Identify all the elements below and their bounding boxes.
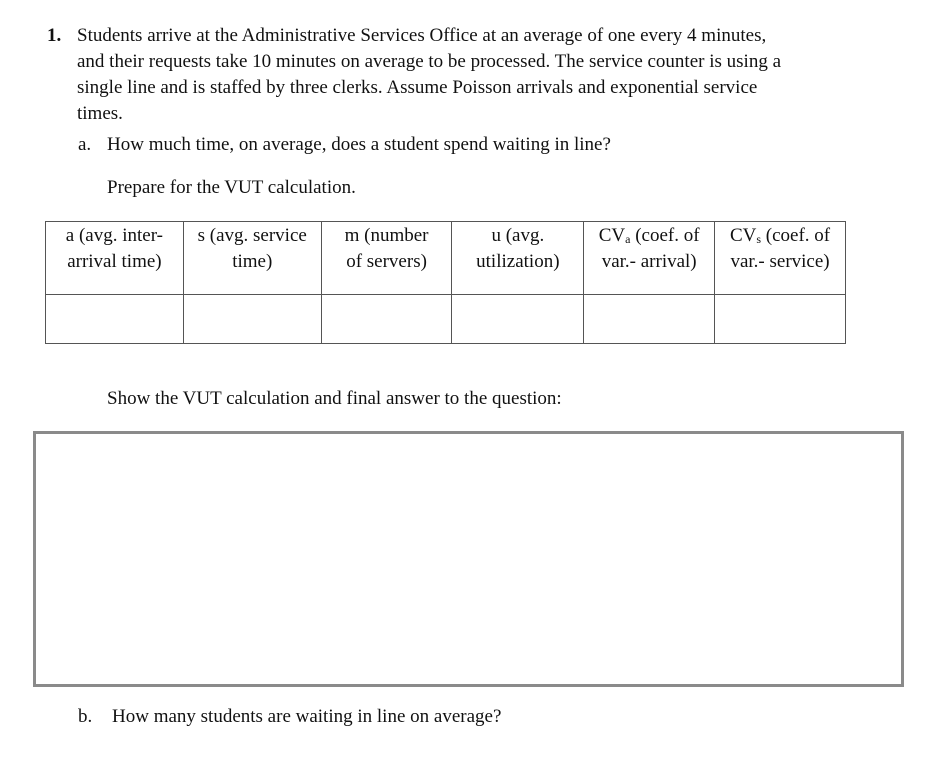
input-cell-s[interactable] (183, 295, 321, 344)
header-interarrival-time: a (avg. inter- arrival time) (46, 222, 184, 295)
question-line: Students arrive at the Administrative Services Office at an average of one every 4 minutes, (77, 25, 767, 46)
answer-box[interactable] (33, 431, 904, 687)
input-cell-m[interactable] (321, 295, 452, 344)
prepare-instruction: Prepare for the VUT calculation. (107, 177, 356, 198)
show-calculation-instruction: Show the VUT calculation and final answer to the question: (107, 388, 562, 409)
input-cell-a[interactable] (46, 295, 184, 344)
header-number-of-servers: m (number of servers) (321, 222, 452, 295)
input-cell-u[interactable] (452, 295, 584, 344)
input-cell-cva[interactable] (584, 295, 715, 344)
part-a-letter: a. (78, 134, 92, 155)
header-service-time: s (avg. service time) (183, 222, 321, 295)
question-line: times. (77, 103, 123, 124)
header-cv-service: $CV_s$ (coef. of var.- service) (715, 222, 846, 295)
question-line: single line and is staffed by three clerks. Assume Poisson arrivals and exponential service (77, 77, 758, 98)
part-b-question: How many students are waiting in line on average? (112, 706, 502, 727)
part-a-question: How much time, on average, does a student spend waiting in line? (107, 134, 611, 155)
vut-input-table (45, 221, 846, 344)
question-text (77, 23, 857, 127)
question-number: 1. (47, 25, 62, 46)
table-header-row (46, 222, 846, 295)
question-line: and their requests take 10 minutes on average to be processed. The service counter is using a (77, 51, 782, 72)
part-b-letter: b. (78, 706, 93, 727)
header-utilization: u (avg. utilization) (452, 222, 584, 295)
input-cell-cvs[interactable] (715, 295, 846, 344)
table-input-row (46, 295, 846, 344)
header-cv-arrival: $CV_a$ (coef. of var.- arrival) (584, 222, 715, 295)
